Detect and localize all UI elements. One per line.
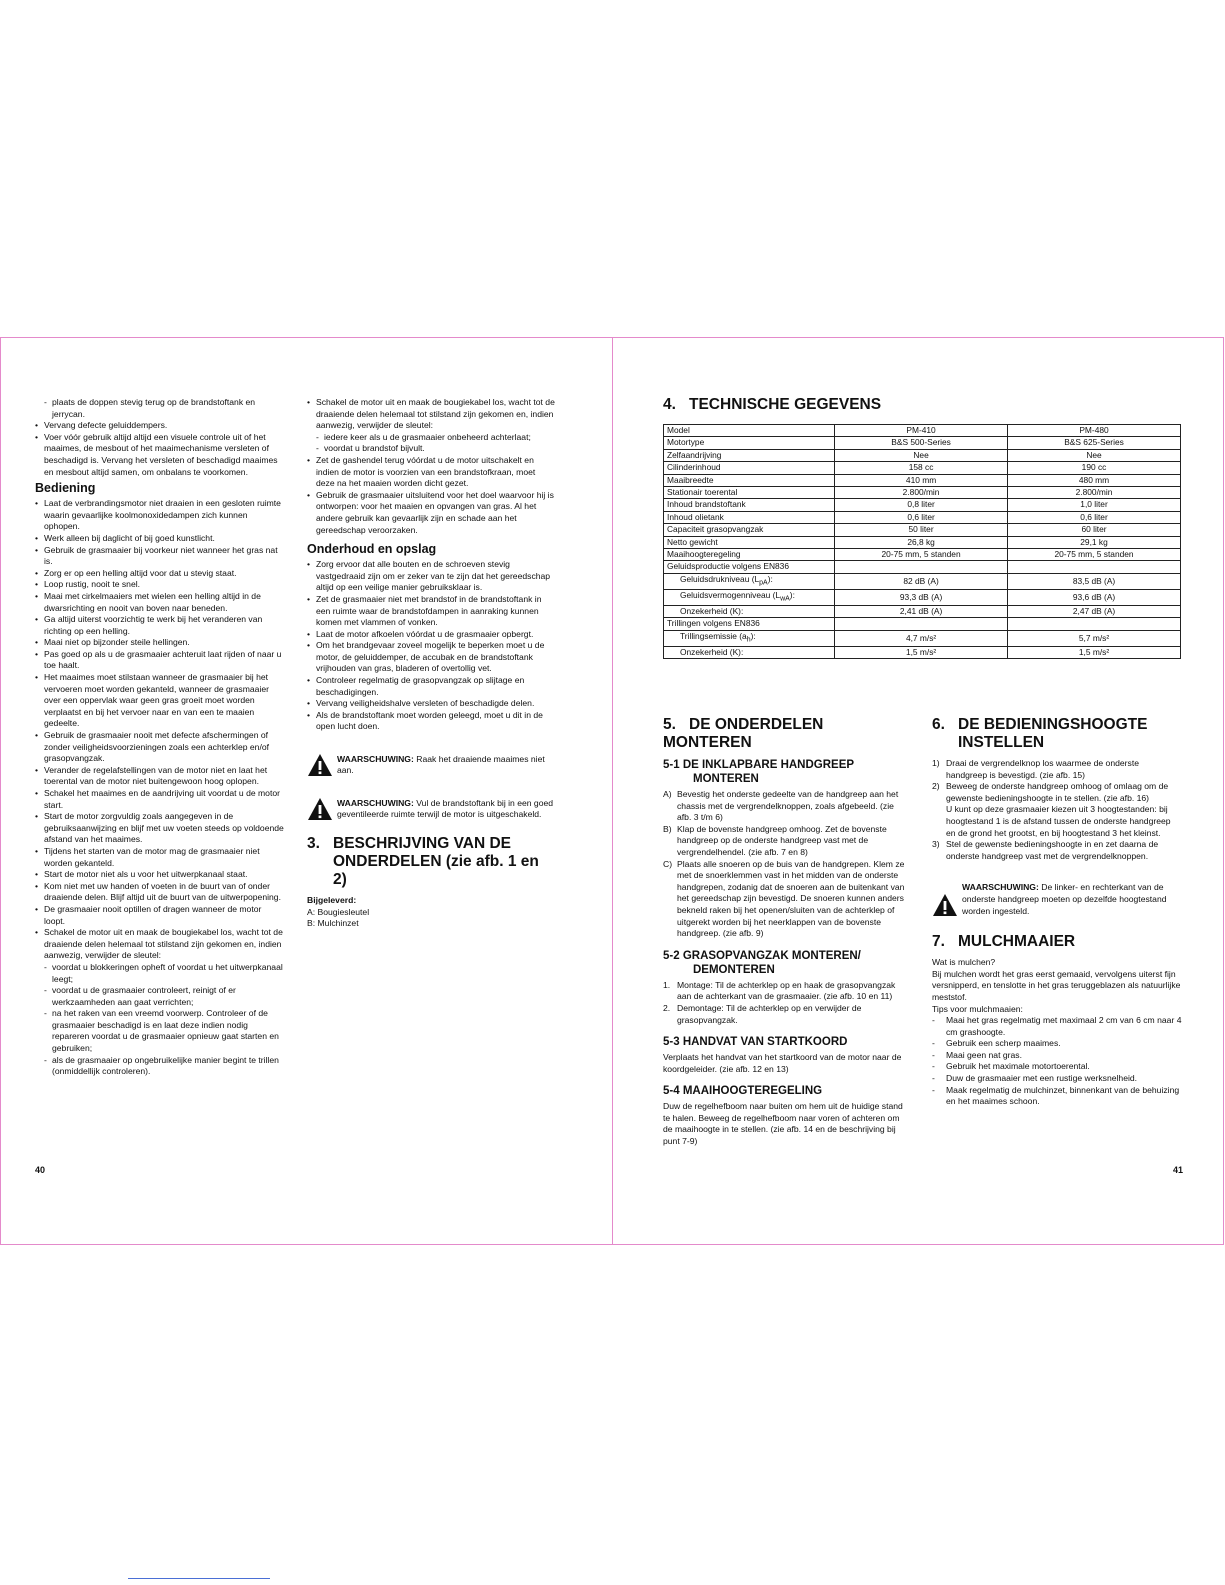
list-item: - als de grasmaaier op ongebruikelijke manier begint te trillen (onmiddellijk controleren). [44, 1055, 284, 1078]
list-item: B) Klap de bovenste handgreep omhoog. Zet de bovenste handgreep op de onderste handgreep vast met de vergrendelhendel. (zie afb. 7 en 8) [663, 823, 887, 857]
mulch-tips-title: Tips voor mulchmaaien: [932, 1003, 1023, 1014]
list-item: • Start de motor zorgvuldig zoals aangegeven in de gebruiksaanwijzing en blijf met uw voeten steeds op voldoende afstand van het maaimes. [35, 811, 284, 846]
list-item: • Pas goed op als u de grasmaaier achteruit laat rijden of naar u toe haalt. [35, 649, 284, 672]
list-item: • Vervang veiligheidshalve versleten of beschadigde delen. [307, 698, 555, 710]
list-item: • Schakel het maaimes en de aandrijving uit voordat u de motor start. [35, 788, 284, 811]
table-cell: 82 dB (A) [835, 573, 1008, 589]
section-5-title [663, 716, 910, 752]
section-title: MULCHMAAIER [958, 933, 1076, 951]
table-cell: PM-480 [1008, 425, 1181, 437]
warning-triangle-icon [307, 753, 333, 777]
table-cell: 26,8 kg [835, 536, 1008, 548]
table-cell: 93,6 dB (A) [1008, 589, 1181, 605]
subsection-5-3-text: Verplaats het handvat van het startkoord van de motor naar de koordgeleider. (zie afb. 12 en 13) [663, 1052, 902, 1074]
list-item: • Laat de verbrandingsmotor niet draaien in een gesloten ruimte waarin gevaarlijke koolmonoxidedampen zich kunnen ophopen. [35, 498, 284, 533]
warning-block-3 [932, 882, 1182, 917]
left-page-edge [0, 337, 1, 1245]
table-row [664, 536, 1181, 548]
table-cell: 2.800/min [1008, 487, 1181, 499]
table-cell: 29,1 kg [1008, 536, 1181, 548]
section-4-title [663, 396, 881, 414]
right-column-1 [663, 716, 910, 1148]
list-item: 1) Draai de vergrendelknop los waarmee de onderste handgreep is bevestigd. (zie afb. 15) [932, 758, 1139, 780]
table-cell: 1,5 m/s² [835, 646, 1008, 658]
list-item: • Maai met cirkelmaaiers met wielen een helling altijd in de dwarsrichting en nooit van boven naar beneden. [35, 591, 284, 614]
list-item: • Werk alleen bij daglicht of bij goed kunstlicht. [35, 533, 284, 545]
left-column-2 [307, 397, 555, 930]
subsection-5-2-list [663, 980, 910, 1026]
table-cell: 1,0 liter [1008, 499, 1181, 511]
table-cell: 0,8 liter [835, 499, 1008, 511]
table-cell: 83,5 dB (A) [1008, 573, 1181, 589]
table-cell: Inhoud brandstoftank [664, 499, 835, 511]
section-title-line: BESCHRIJVING VAN DE [333, 835, 511, 853]
table-cell: Model [664, 425, 835, 437]
top-dash-list [35, 397, 284, 420]
section-title-bediening: Bediening [35, 481, 96, 496]
list-item: - Gebruik het maximale motortoerental. [932, 1061, 1182, 1073]
table-row [664, 606, 1181, 618]
table-cell: 1,5 m/s² [1008, 646, 1181, 658]
top-bullet-list [35, 420, 284, 478]
table-cell: B&S 625-Series [1008, 437, 1181, 449]
sub-dash-list [35, 962, 284, 1078]
warning-text: Vul de brandstoftank bij in een goed geventileerde ruimte terwijl de motor is uitgeschakeld. [337, 797, 554, 820]
list-item: • Gebruik de grasmaaier nooit met defecte afschermingen of zonder veiligheidsvoorzieningen zoals een achterklep en/of grasopvangzak. [35, 730, 284, 765]
list-item: • Maai niet op bijzonder steile hellingen. [35, 637, 284, 649]
table-cell: 0,6 liter [835, 511, 1008, 523]
table-cell: Inhoud olietank [664, 511, 835, 523]
list-item: - iedere keer als u de grasmaaier onbeheerd achterlaat; [316, 432, 555, 444]
supplied-item: A: Bougiesleutel [307, 906, 370, 917]
warning-triangle-icon [932, 893, 958, 917]
warning-text: Raak het draaiende maaimes niet aan. [337, 753, 545, 776]
mulch-text: Bij mulchen wordt het gras eerst gemaaid, vervolgens uiterst fijn versnipperd, en tenslotte in het gras teruggeblazen als natuurlijke meststof. [932, 968, 1181, 1002]
table-cell: Trillingsemissie $(a_h)$: [664, 630, 835, 646]
list-item: • Tijdens het starten van de motor mag de grasmaaier niet worden gekanteld. [35, 846, 284, 869]
list-item: - Gebruik een scherp maaimes. [932, 1038, 1182, 1050]
warning-label: WAARSCHUWING: [962, 882, 1039, 893]
list-item: • Als de brandstoftank moet worden geleegd, moet u dit in de open lucht doen. [307, 710, 555, 733]
section-6-title [932, 716, 1182, 752]
list-item: • Voer vóór gebruik altijd altijd een visuele controle uit of het maaimes, de mesbout of het maaimechanisme versleten of beschadigd is. Vervang het versleten of beschadigd maaimes en mesbout altijd samen, om onbalans te voorkomen. [35, 432, 284, 478]
section-number: 4. [663, 396, 676, 413]
mulch-tips-list [932, 1015, 1182, 1108]
table-cell: Geluidsvermogenniveau $(L_{wA})$: [664, 589, 835, 605]
list-item: - Maai het gras regelmatig met maximaal 2 cm van 6 cm naar 4 cm grashoogte. [932, 1015, 1182, 1038]
table-row [664, 487, 1181, 499]
operation-bullets [35, 498, 284, 962]
warning-block-2 [307, 797, 555, 821]
table-cell: 158 cc [835, 462, 1008, 474]
warning-text: De linker- en rechterkant van de onderste handgreep moeten op dezelfde hoogtestand worden ingesteld. [962, 882, 1167, 916]
section-6-list [932, 758, 1182, 862]
subsection-5-1-title: 5-1 DE INKLAPBARE HANDGREEP MONTEREN [663, 759, 855, 785]
list-item: - plaats de doppen stevig terug op de brandstoftank en jerrycan. [44, 397, 284, 420]
list-item: - Maak regelmatig de mulchinzet, binnenkant van de behuizing en het maaimes schoon. [932, 1085, 1182, 1108]
subsection-5-4-text: Duw de regelhefboom naar buiten om hem uit de huidige stand te halen. Beweeg de regelhefboom naar voren of achteren om de maaihoogte in te stellen. (zie afb. 14 en de beschrijving bij punt 7-9) [663, 1101, 903, 1147]
table-header-row [664, 425, 1181, 437]
list-item: • Laat de motor afkoelen vóórdat u de grasmaaier opbergt. [307, 629, 555, 641]
table-cell: 190 cc [1008, 462, 1181, 474]
table-row [664, 630, 1181, 646]
table-cell: 410 mm [835, 474, 1008, 486]
list-item: • Schakel de motor uit en maak de bougiekabel los, wacht tot de draaiende delen helemaal tot stilstand zijn gekomen en, indien aanwezig, verwijder de sleutel: [307, 397, 555, 432]
list-item: - voordat u brandstof bijvult. [316, 443, 555, 455]
warning-block-1 [307, 753, 555, 777]
list-item: - voordat u de grasmaaier controleert, reinigt of er werkzaamheden aan gaat verrichten; [44, 985, 284, 1008]
list-item: • Gebruik de grasmaaier uitsluitend voor het doel waarvoor hij is ontworpen: voor het maaien en opvangen van gras. Al het andere gebruik kan gevaarlijk zijn en schade aan het gereedschap veroorzaken. [307, 490, 555, 536]
list-item: A) Bevestig het onderste gedeelte van de handgreep aan het chassis met de vergrendelknoppen, zoals afgebeeld. (zie afb. 3 t/m 6) [663, 789, 899, 823]
section-number: 5. [663, 716, 676, 733]
subsection-5-2-title: 5-2 GRASOPVANGZAK MONTEREN/ DEMONTEREN [663, 949, 861, 976]
list-item: • Vervang defecte geluiddempers. [35, 420, 284, 432]
list-item: • Start de motor niet als u voor het uitwerpkanaal staat. [35, 869, 284, 881]
subsection-5-3-title: 5-3 HANDVAT VAN STARTKOORD [663, 1036, 848, 1049]
table-row [664, 618, 1181, 630]
table-row [664, 511, 1181, 523]
table-cell: 2.800/min [835, 487, 1008, 499]
warning-label: WAARSCHUWING: [337, 797, 414, 808]
section-title-onderhoud: Onderhoud en opslag [307, 542, 437, 557]
table-cell: 2,47 dB (A) [1008, 606, 1181, 618]
list-item: 1. Montage: Til de achterklep op en haak de grasopvangzak aan de achterkant van de grasmaaier. (zie afb. 10 en 11) [663, 979, 896, 1002]
table-cell: 20-75 mm, 5 standen [835, 549, 1008, 561]
table-cell: Geluidsdrukniveau $(L_{pA})$: [664, 573, 835, 589]
table-row [664, 646, 1181, 658]
table-cell: 0,6 liter [1008, 511, 1181, 523]
table-cell: PM-410 [835, 425, 1008, 437]
table-cell: Cilinderinhoud [664, 462, 835, 474]
table-row [664, 462, 1181, 474]
supplied-item: B: Mulchinzet [307, 918, 359, 929]
col2-first-dashes [307, 432, 555, 455]
right-column-2 [932, 716, 1182, 1108]
section-title-line: INSTELLEN [958, 734, 1045, 751]
table-cell: Onzekerheid (K): [664, 646, 835, 658]
left-column-1 [35, 397, 284, 1078]
list-item: 2) Beweeg de onderste handgreep omhoog of omlaag om de gewenste bedieningshoogte in te stellen. (zie afb. 16) U kunt op deze grasmaaier kiezen uit 3 hoogtestanden: bij hoogtestand 1 is de afstand tussen de onderste handgreep en de grond het grootst, en bij hoogtestand 3 het kleinst. [932, 781, 1171, 838]
list-item: 3) Stel de gewenste bedieningshoogte in en zet daarna de onderste handgreep vast met de vergrendelknoppen. [932, 839, 1159, 861]
table-row [664, 589, 1181, 605]
section-3-title [307, 835, 555, 889]
table-cell: Maaihoogteregeling [664, 549, 835, 561]
page-number-right: 41 [1173, 1165, 1184, 1175]
table-cell: Nee [835, 449, 1008, 461]
table-cell: 60 liter [1008, 524, 1181, 536]
table-cell: Trillingen volgens EN836 [664, 618, 835, 630]
section-title-line: ONDERDELEN (zie afb. 1 en 2) [333, 853, 539, 889]
section-number: 7. [932, 933, 945, 951]
list-item: - na het raken van een vreemd voorwerp. Controleer of de grasmaaier beschadigd is en laat deze indien nodig repareren voordat u de grasmaaier opnieuw gaat starten en gebruiken; [44, 1008, 284, 1054]
subsection-5-4-title: 5-4 MAAIHOOGTEREGELING [663, 1085, 823, 1098]
list-item: • Zet de grasmaaier niet met brandstof in de brandstoftank in een ruimte waar de brandstofdampen in aanraking kunnen komen met vlammen of vonken. [307, 594, 555, 629]
table-cell: 480 mm [1008, 474, 1181, 486]
list-item: C) Plaats alle snoeren op de buis van de handgrepen. Klem ze met de snoerklemmen vast in het midden van de onderste handgrepen, zodanig dat de snoeren aan de buitenkant van het gereedschap zijn bevestigd. De snoeren kunnen anders bekneld raken bij het openen/sluiten van de achterklep of uitgerekt worden bij het neerklappen van de bovenste handgreep. (zie afb. 9) [663, 858, 905, 939]
section-7-title [932, 933, 1182, 951]
table-cell: Maaibreedte [664, 474, 835, 486]
table-row [664, 524, 1181, 536]
list-item: • Controleer regelmatig de grasopvangzak op slijtage en beschadigingen. [307, 675, 555, 698]
list-item: • Zorg ervoor dat alle bouten en de schroeven stevig vastgedraaid zijn om er zeker van te zijn dat het gereedschap altijd op een veilige manier gebruiksklaar is. [307, 559, 555, 594]
warning-label: WAARSCHUWING: [337, 753, 414, 764]
maintenance-bullets [307, 559, 555, 733]
list-item: • De grasmaaier nooit optillen of dragen wanneer de motor loopt. [35, 904, 284, 927]
list-item: • Loop rustig, nooit te snel. [35, 579, 284, 591]
list-item: - voordat u blokkeringen opheft of voordat u het uitwerpkanaal leegt; [44, 962, 284, 985]
tech-spec-table [663, 424, 1181, 659]
table-cell: 20-75 mm, 5 standen [1008, 549, 1181, 561]
list-item: • Gebruik de grasmaaier bij voorkeur niet wanneer het gras nat is. [35, 545, 284, 568]
table-row [664, 437, 1181, 449]
list-item: • Om het brandgevaar zoveel mogelijk te beperken moet u de motor, de geluiddemper, de accubak en de brandstoftank vrijhouden van gras, bladeren of overtollig vet. [307, 640, 555, 675]
page-number-left: 40 [35, 1165, 46, 1175]
right-page-edge [1223, 337, 1224, 1245]
table-cell: Stationair toerental [664, 487, 835, 499]
col2-bullets [307, 455, 555, 536]
table-cell: B&S 500-Series [835, 437, 1008, 449]
table-cell: Netto gewicht [664, 536, 835, 548]
bottom-link-underline [128, 1578, 270, 1579]
list-item: • Verander de regelafstellingen van de motor niet en laat het toerental van de motor niet buitengewoon hoog oplopen. [35, 765, 284, 788]
table-cell: Onzekerheid (K): [664, 606, 835, 618]
table-row [664, 561, 1181, 573]
mulch-question: Wat is mulchen? [932, 957, 996, 968]
table-row [664, 573, 1181, 589]
table-cell: 50 liter [835, 524, 1008, 536]
table-cell: 4,7 m/s² [835, 630, 1008, 646]
table-cell: Nee [1008, 449, 1181, 461]
table-row [664, 499, 1181, 511]
list-item: 2. Demontage: Til de achterklep op en verwijder de grasopvangzak. [663, 1002, 862, 1025]
table-cell: 93,3 dB (A) [835, 589, 1008, 605]
table-cell: Geluidsproductie volgens EN836 [664, 561, 835, 573]
list-item: • Ga altijd uiterst voorzichtig te werk bij het veranderen van richting op een helling. [35, 614, 284, 637]
table-cell: Capaciteit grasopvangzak [664, 524, 835, 536]
section-title-line: DE BEDIENINGSHOOGTE [958, 716, 1148, 733]
table-cell: 5,7 m/s² [1008, 630, 1181, 646]
table-row [664, 474, 1181, 486]
section-title: TECHNISCHE GEGEVENS [689, 396, 882, 413]
section-number: 3. [307, 835, 320, 853]
list-item: - Duw de grasmaaier met een rustige werksnelheid. [932, 1073, 1182, 1085]
list-item: • Kom niet met uw handen of voeten in de buurt van of onder draaiende delen. Blijf altijd uit de buurt van de uitwerpopening. [35, 881, 284, 904]
table-row [664, 549, 1181, 561]
col2-first-bullet [307, 397, 555, 432]
section-number: 6. [932, 716, 945, 733]
section-title: DE ONDERDELEN MONTEREN [663, 716, 824, 751]
supplied-label: Bijgeleverd: [307, 895, 357, 906]
list-item: • Schakel de motor uit en maak de bougiekabel los, wacht tot de draaiende delen helemaal tot stilstand zijn gekomen en, indien aanwezig, verwijder de sleutel: [35, 927, 284, 962]
subsection-5-1-list [663, 789, 910, 940]
spread-spine [612, 337, 613, 1245]
list-item: • Zet de gashendel terug vóórdat u de motor uitschakelt en indien de motor is voorzien van een brandstofkraan, moet deze na het maaien worden dicht gezet. [307, 455, 555, 490]
table-cell: Zelfaandrijving [664, 449, 835, 461]
list-item: • Zorg er op een helling altijd voor dat u stevig staat. [35, 568, 284, 580]
warning-triangle-icon [307, 797, 333, 821]
table-cell: Motortype [664, 437, 835, 449]
list-item: • Het maaimes moet stilstaan wanneer de grasmaaier bij het vervoeren moet worden gekanteld, wanneer de grasmaaier over een oppervlak waar geen gras groeit moet worden verplaatst en bij het vervoer naar en van een te maaien gedeelte. [35, 672, 284, 730]
table-row [664, 449, 1181, 461]
table-cell: 2,41 dB (A) [835, 606, 1008, 618]
list-item: - Maai geen nat gras. [932, 1050, 1182, 1062]
